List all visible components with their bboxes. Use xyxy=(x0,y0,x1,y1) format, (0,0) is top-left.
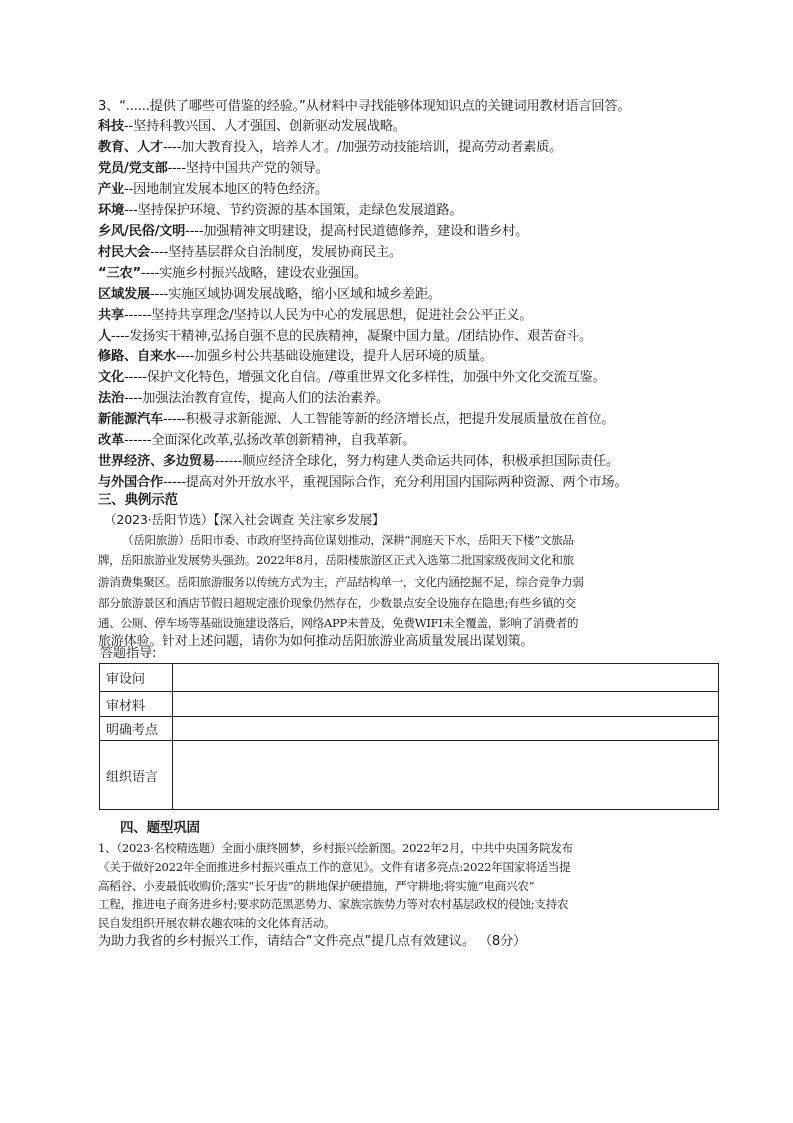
section3-title: 三、典例示范 xyxy=(98,492,178,508)
keyword: 村民大会 xyxy=(98,244,150,260)
keyword-item xyxy=(98,222,528,242)
keyword-item xyxy=(98,285,441,305)
row-label: 审设问 xyxy=(100,664,173,692)
answer-guide-table xyxy=(99,663,719,810)
keyword-explanation: ----加强乡村公共基础设施建设，提升人居环境的质量。 xyxy=(175,349,493,365)
keyword-item xyxy=(98,117,406,137)
row-label: 组织语言 xyxy=(100,741,173,810)
keyword-explanation: -----提高对外开放水平，重视国际合作，充分利用国内国际两种资源、两个市场。 xyxy=(162,475,628,491)
keyword: 乡风/民俗/文明 xyxy=(98,223,186,239)
answer-cell[interactable] xyxy=(173,717,719,741)
material-line: 1、（2023·名校精选题）全面小康终圆梦，乡村振兴绘新图。2022年2月，中共中央国务院发布 xyxy=(98,841,573,855)
keyword: 教育、人才 xyxy=(98,139,163,155)
section4-question: 为助力我省的乡村振兴工作，请结合“文件亮点”提几点有效建议。 （8分） xyxy=(98,934,527,949)
keyword-item xyxy=(98,327,592,347)
keyword-item xyxy=(98,368,606,388)
keyword-explanation: ----坚持中国共产党的领导。 xyxy=(167,160,329,176)
material-line: 通、公厕、停车场等基础设施建设落后，网络APP未普及，免费WIFI未全覆盖，影响了消费者的 xyxy=(98,616,579,630)
keyword-explanation: --坚持科教兴国、人才强国、创新驱动发展战略。 xyxy=(123,119,406,134)
keyword-explanation: ------坚持共享理念/坚持以人民为中心的发展思想，促进社会公平正义。 xyxy=(123,307,533,323)
table-row xyxy=(100,664,719,692)
keyword: 文化 xyxy=(98,370,124,386)
row-label: 审材料 xyxy=(100,692,173,717)
keyword-explanation: ------全面深化改革,弘扬改革创新精神，自我革新。 xyxy=(123,433,416,449)
section4-title: 四、题型巩固 xyxy=(120,820,200,836)
keyword: 区域发展 xyxy=(98,286,150,302)
table-row xyxy=(100,741,719,810)
keyword: 产业 xyxy=(98,181,124,197)
material-line: 游消费集聚区。岳阳旅游服务以传统方式为主，产品结构单一，文化内涵挖掘不足，综合竞争力弱 xyxy=(98,575,584,589)
material-line: （岳阳旅游）岳阳市委、市政府坚持高位谋划推动，深耕“洞庭天下水，岳阳天下楼”文旅品 xyxy=(122,533,574,547)
keyword-item xyxy=(98,347,493,367)
answer-cell[interactable] xyxy=(173,741,719,810)
keyword: 修路、自来水 xyxy=(98,349,176,365)
keyword-item xyxy=(98,389,389,409)
material-line: 牌，岳阳旅游业发展势头强劲。2022年8月，岳阳楼旅游区正式入选第二批国家级夜间文化和旅 xyxy=(98,553,574,567)
keyword: 法治 xyxy=(98,391,124,407)
keyword-explanation: ----坚持基层群众自治制度，发展协商民主。 xyxy=(149,244,402,260)
q3-intro: 3、“......提供了哪些可借鉴的经验。”从材料中寻找能够体现知识点的关键词用教材语言回答。 xyxy=(98,99,631,114)
keyword-explanation: ---坚持保护环境、节约资源的基本国策，走绿色发展道路。 xyxy=(123,202,463,218)
material-line: 部分旅游景区和酒店节假日超规定涨价现象仍然存在，少数景点安全设施存在隐患;有些乡镇的交 xyxy=(98,596,576,610)
table-row xyxy=(100,717,719,741)
keyword: 改革 xyxy=(98,433,124,449)
keyword: 共享 xyxy=(98,307,124,323)
keyword: 新能源汽车 xyxy=(98,412,163,428)
keyword-explanation: ----加强精神文明建设，提高村民道德修养，建设和谐乡村。 xyxy=(185,223,529,239)
answer-cell[interactable] xyxy=(173,692,719,717)
keyword-explanation: ------顺应经济全球化，努力构建人类命运共同体，积极承担国际责任。 xyxy=(214,454,619,470)
keyword: 与外国合作 xyxy=(98,475,163,491)
keyword-explanation: ----加强法治教育宣传，提高人们的法治素养。 xyxy=(123,391,389,407)
keyword-item xyxy=(98,243,402,263)
material-line: 旅游体验。针对上述问题，请你为如何推动岳阳旅游业高质量发展出谋划策。 xyxy=(98,634,534,649)
keyword-item xyxy=(98,201,462,221)
keyword-item xyxy=(98,180,328,200)
answer-guide-label: 答题指导: xyxy=(100,646,157,661)
keyword-item xyxy=(98,452,619,472)
section3-source: （2023·岳阳节选）【深入社会调查 关注家乡发展】 xyxy=(104,512,385,527)
keyword: 世界经济、多边贸易 xyxy=(98,454,215,470)
keyword-explanation: ----发扬实干精神,弘扬自强不息的民族精神，凝聚中国力量。/团结协作、艰苦奋斗。 xyxy=(111,328,593,344)
material-line: 高稻谷、小麦最低收购价;落实“长牙齿”的耕地保护硬措施，严守耕地;将实施“电商兴农” xyxy=(98,878,535,893)
keyword-explanation: -----保护文化特色，增强文化自信。/尊重世界文化多样性，加强中外文化交流互鉴。 xyxy=(123,370,606,386)
keyword: 党员/党支部 xyxy=(98,160,168,176)
keyword-item xyxy=(98,138,562,158)
keyword-explanation: ----实施乡村振兴战略，建设农业强国。 xyxy=(140,265,367,281)
answer-cell[interactable] xyxy=(173,664,719,692)
keyword-item xyxy=(98,410,614,430)
material-line: 《关于做好2022年全面推进乡村振兴重点工作的意见》。文件有诸多亮点:2022年国家将适当提 xyxy=(98,859,571,874)
keyword-item xyxy=(98,431,415,451)
keyword: 环境 xyxy=(98,202,124,218)
material-line: 民自发组织开展农耕农趣农味的文化体育活动。 xyxy=(98,916,336,931)
keyword: “三农” xyxy=(98,265,141,281)
keyword: 人 xyxy=(98,328,111,344)
keyword-explanation: --因地制宜发展本地区的特色经济。 xyxy=(123,181,328,197)
keyword-item xyxy=(98,159,329,179)
material-line: 工程，推进电子商务进乡村;要求防范黑恶势力、家族宗族势力等对农村基层政权的侵蚀;支持农 xyxy=(98,897,569,912)
row-label: 明确考点 xyxy=(100,717,173,741)
keyword: 科技 xyxy=(98,119,124,134)
keyword-item xyxy=(98,264,367,284)
keyword-explanation: ----加大教育投入，培养人才。/加强劳动技能培训，提高劳动者素质。 xyxy=(162,139,563,155)
table-row xyxy=(100,692,719,717)
keyword-item xyxy=(98,306,532,326)
keyword-explanation: ----实施区域协调发展战略，缩小区域和城乡差距。 xyxy=(149,286,441,302)
keyword-explanation: -----积极寻求新能源、人工智能等新的经济增长点，把提升发展质量放在首位。 xyxy=(162,412,615,428)
